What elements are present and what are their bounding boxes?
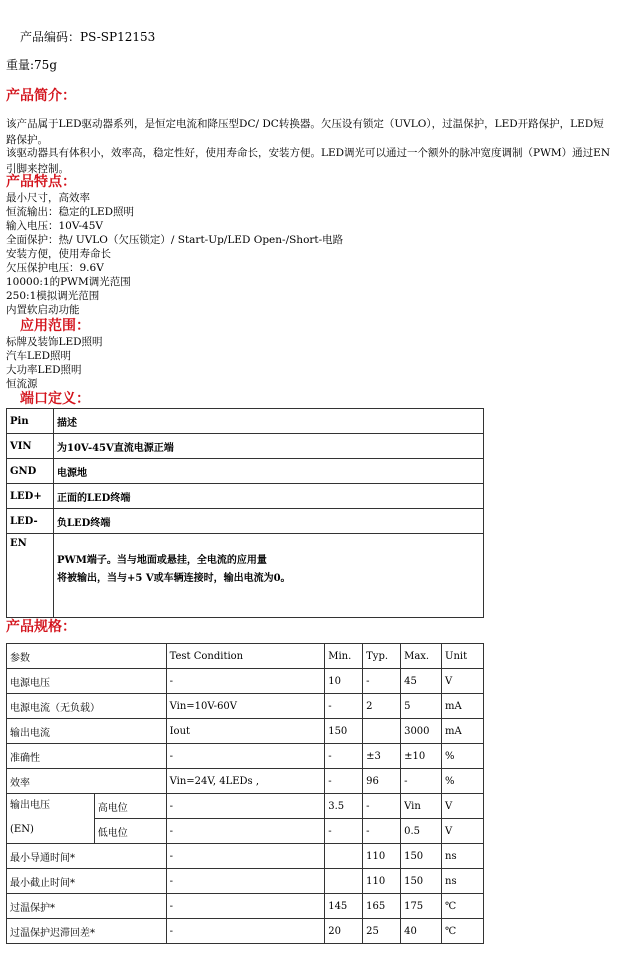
features-list — [6, 191, 343, 317]
table-cell: 输出电流 — [7, 719, 167, 744]
table-row — [7, 694, 484, 719]
table-cell: 165 — [363, 894, 401, 919]
table-cell: 150 — [325, 719, 363, 744]
table-cell: 低电位 — [94, 819, 166, 844]
table-cell: 25 — [363, 919, 401, 944]
table-row — [7, 844, 484, 869]
table-cell: 96 — [363, 769, 401, 794]
table-cell: EN — [7, 534, 54, 618]
table-cell — [54, 534, 484, 618]
list-item: 恒流输出：稳定的LED照明 — [6, 206, 135, 218]
table-row — [7, 769, 484, 794]
table-header-cell: Max. — [401, 644, 442, 669]
table-cell: - — [363, 819, 401, 844]
table-cell: 110 — [363, 869, 401, 894]
table-cell: 过温保护* — [7, 894, 167, 919]
table-header-cell: 参数 — [7, 644, 167, 669]
list-item: 恒流源 — [6, 378, 38, 390]
table-cell: - — [166, 844, 325, 869]
table-cell — [325, 869, 363, 894]
intro-paragraph-1: 该产品属于LED驱动器系列，是恒定电流和降压型DC/ DC转换器。欠压设有锁定（UVLO），过温保护，LED开路保护，LED短路保护。 — [6, 118, 604, 146]
table-cell: 电源地 — [54, 459, 484, 484]
product-weight: 重量:75g — [6, 58, 57, 72]
table-cell: 负LED终端 — [54, 509, 484, 534]
table-cell: 0.5 — [401, 819, 442, 844]
table-header-cell: Unit — [442, 644, 484, 669]
table-row — [7, 744, 484, 769]
table-cell: 过温保护迟滞回差* — [7, 919, 167, 944]
table-cell: - — [166, 669, 325, 694]
table-cell: GND — [7, 459, 54, 484]
table-cell: ℃ — [442, 919, 484, 944]
table-row — [7, 719, 484, 744]
intro-title: 产品简介： — [6, 88, 76, 104]
table-cell: V — [442, 794, 484, 819]
table-row — [7, 509, 484, 534]
list-item: 最小尺寸，高效率 — [6, 192, 90, 204]
list-item: 全面保护：热/ UVLO（欠压锁定）/ Start-Up/LED Open-/Short-电路 — [6, 234, 344, 246]
table-cell: 145 — [325, 894, 363, 919]
table-row — [7, 869, 484, 894]
table-header-cell: Test Condition — [166, 644, 325, 669]
table-cell: - — [166, 744, 325, 769]
list-item: 内置软启动功能 — [6, 304, 80, 316]
table-cell: 2 — [363, 694, 401, 719]
list-item: 标牌及装饰LED照明 — [6, 336, 103, 348]
table-cell: - — [166, 819, 325, 844]
table-cell: 110 — [363, 844, 401, 869]
specs-title: 产品规格： — [6, 619, 76, 635]
en-desc-line-2: 将被输出，当与+5 V或车辆连接时，输出电流为0。 — [57, 573, 291, 584]
table-cell: 描述 — [54, 409, 484, 434]
table-cell: - — [401, 769, 442, 794]
table-cell: 3.5 — [325, 794, 363, 819]
list-item: 10000:1的PWM调光范围 — [6, 276, 131, 288]
table-cell: - — [166, 869, 325, 894]
table-cell: - — [325, 744, 363, 769]
table-cell: mA — [442, 719, 484, 744]
table-cell — [325, 844, 363, 869]
table-cell: LED+ — [7, 484, 54, 509]
list-item: 大功率LED照明 — [6, 364, 82, 376]
table-cell: 为10V-45V直流电源正端 — [54, 434, 484, 459]
table-row — [7, 484, 484, 509]
table-cell: 5 — [401, 694, 442, 719]
table-cell: - — [166, 794, 325, 819]
table-cell: 高电位 — [94, 794, 166, 819]
table-cell: - — [325, 819, 363, 844]
table-cell: Pin — [7, 409, 54, 434]
table-cell: mA — [442, 694, 484, 719]
specs-table — [6, 643, 484, 944]
table-header-cell: Typ. — [363, 644, 401, 669]
table-cell: Vin — [401, 794, 442, 819]
table-cell: 效率 — [7, 769, 167, 794]
table-cell: LED- — [7, 509, 54, 534]
table-cell: 最小导通时间* — [7, 844, 167, 869]
list-item: 汽车LED照明 — [6, 350, 72, 362]
features-title: 产品特点： — [6, 174, 76, 190]
table-row — [7, 409, 484, 434]
list-item: 输入电压：10V-45V — [6, 220, 103, 232]
table-cell: Vin=24V, 4LEDs , — [166, 769, 325, 794]
table-cell: V — [442, 819, 484, 844]
table-cell: - — [363, 669, 401, 694]
table-row — [7, 919, 484, 944]
table-cell: - — [363, 794, 401, 819]
table-cell: 正面的LED终端 — [54, 484, 484, 509]
table-cell: ℃ — [442, 894, 484, 919]
table-cell: - — [325, 694, 363, 719]
list-item: 250:1模拟调光范围 — [6, 290, 100, 302]
table-cell: % — [442, 744, 484, 769]
table-header-cell: Min. — [325, 644, 363, 669]
table-cell: % — [442, 769, 484, 794]
table-cell — [363, 719, 401, 744]
en-voltage-label: 输出电压 — [10, 800, 50, 811]
table-cell: 20 — [325, 919, 363, 944]
table-cell: 电源电压 — [7, 669, 167, 694]
table-cell: 10 — [325, 669, 363, 694]
table-cell: ±10 — [401, 744, 442, 769]
list-item: 欠压保护电压：9.6V — [6, 262, 104, 274]
table-cell: 175 — [401, 894, 442, 919]
table-row — [7, 459, 484, 484]
table-cell: 150 — [401, 844, 442, 869]
ports-title: 端口定义： — [20, 391, 90, 407]
table-cell — [7, 794, 95, 844]
table-cell: 150 — [401, 869, 442, 894]
table-cell: - — [325, 769, 363, 794]
table-cell: V — [442, 669, 484, 694]
en-voltage-sublabel: (EN) — [10, 824, 34, 835]
table-row — [7, 434, 484, 459]
table-row — [7, 534, 484, 618]
table-row — [7, 669, 484, 694]
en-desc-line-1: PWM端子。当与地面或悬挂，全电流的应用量 — [57, 555, 267, 566]
table-cell: ns — [442, 869, 484, 894]
table-cell: - — [166, 894, 325, 919]
table-row — [7, 794, 484, 819]
table-cell: 40 — [401, 919, 442, 944]
list-item: 安装方便，使用寿命长 — [6, 248, 111, 260]
table-cell: - — [166, 919, 325, 944]
table-header-row — [7, 644, 484, 669]
table-row — [7, 894, 484, 919]
product-code: 产品编码：PS-SP12153 — [20, 30, 156, 44]
ports-table — [6, 408, 484, 618]
applications-list — [6, 335, 103, 391]
table-cell: ns — [442, 844, 484, 869]
table-cell: 准确性 — [7, 744, 167, 769]
table-cell: VIN — [7, 434, 54, 459]
table-cell: 最小截止时间* — [7, 869, 167, 894]
table-cell: Vin=10V-60V — [166, 694, 325, 719]
applications-title: 应用范围： — [20, 318, 90, 334]
table-cell: 电源电流（无负载） — [7, 694, 167, 719]
table-cell: 45 — [401, 669, 442, 694]
intro-paragraph-2: 该驱动器具有体积小，效率高，稳定性好，使用寿命长，安装方便。LED调光可以通过一个额外的脉冲宽度调制（PWM）通过EN引脚来控制。 — [6, 147, 611, 175]
table-cell: 3000 — [401, 719, 442, 744]
table-cell: ±3 — [363, 744, 401, 769]
table-cell: Iout — [166, 719, 325, 744]
